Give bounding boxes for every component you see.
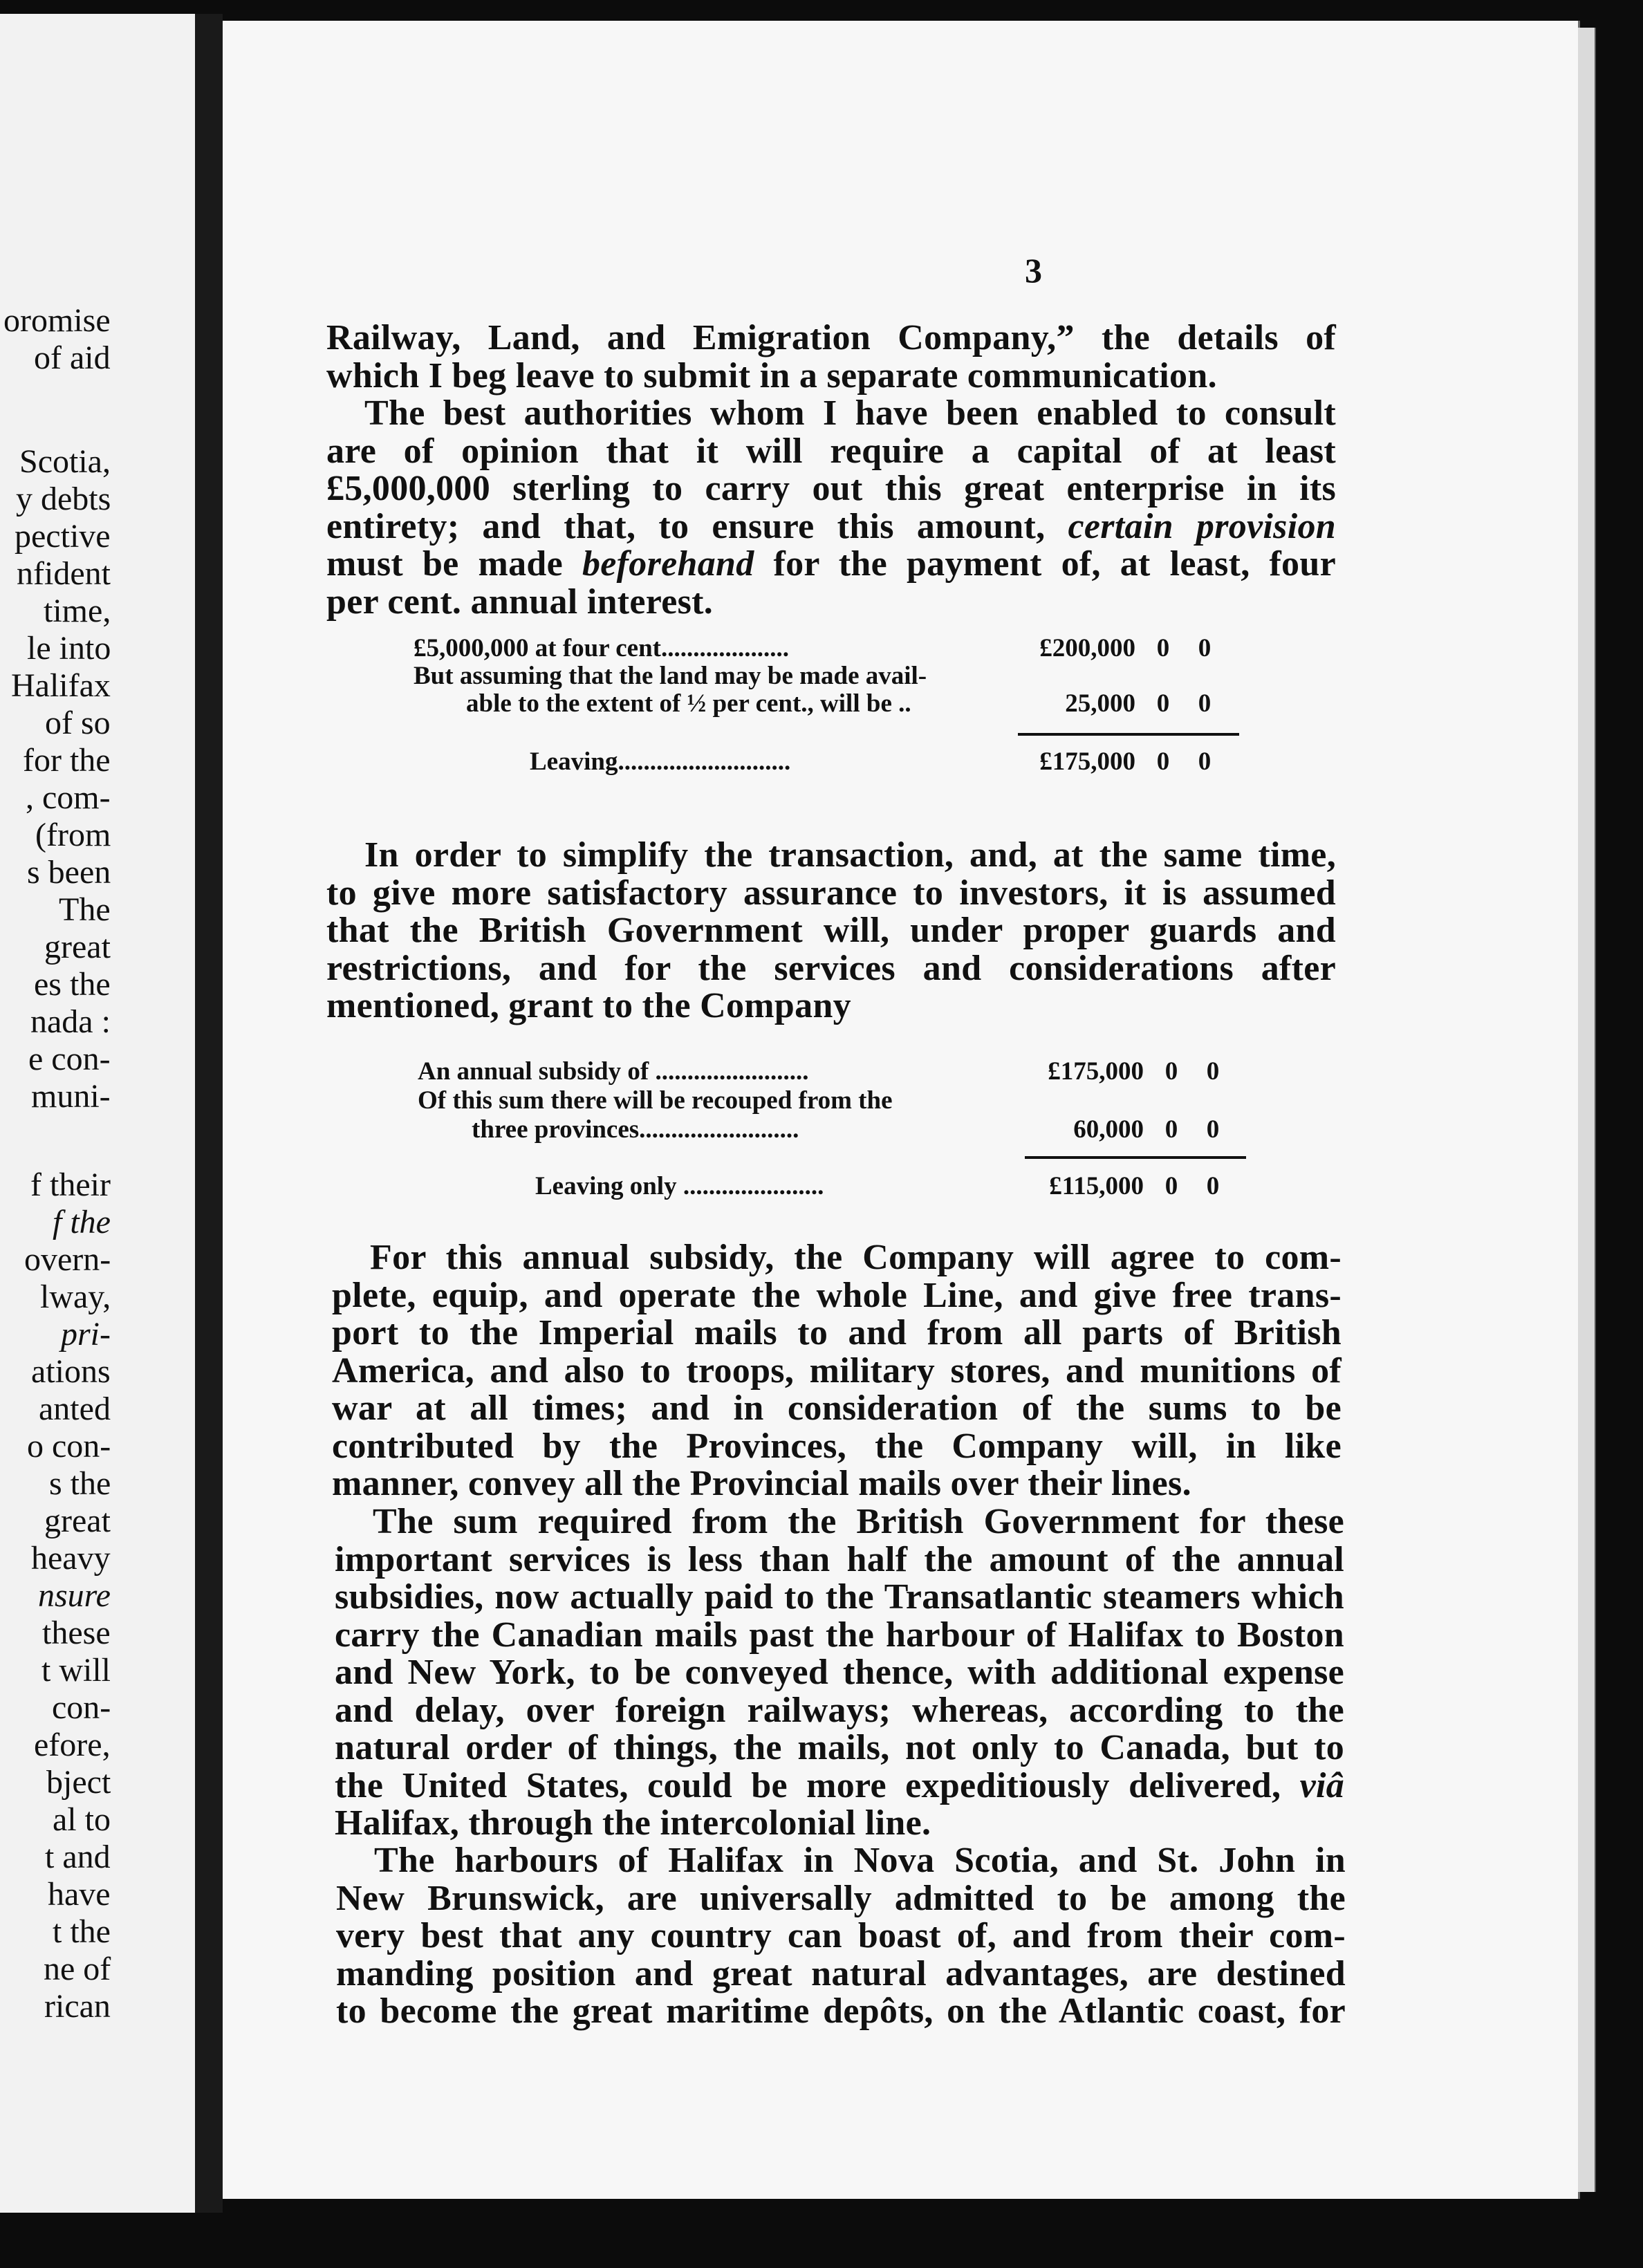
left-page-line-fragment: rican — [44, 1988, 111, 2025]
table-row-amount: £115,000 — [1049, 1172, 1144, 1200]
shillings-value: 0 — [1156, 689, 1170, 718]
pence-value: 0 — [1198, 634, 1212, 662]
book-page — [223, 21, 1580, 2199]
sum-rule — [1018, 733, 1239, 736]
text-line: mentioned, grant to the Company — [326, 986, 851, 1025]
left-page-line-fragment: o con- — [27, 1428, 111, 1465]
text-line: subsidies, now actually paid to the Transatlantic steamers which — [335, 1577, 1344, 1617]
left-page-line-fragment: f their — [30, 1166, 111, 1203]
text-line: In order to simplify the transaction, and, at the same time, — [364, 835, 1336, 875]
table-row-label: But assuming that the land may be made avail- — [414, 662, 927, 690]
shillings-value: 0 — [1164, 1172, 1178, 1200]
text-line: New Brunswick, are universally admitted to be among the — [336, 1878, 1346, 1918]
left-page-line-fragment: oromise — [3, 302, 111, 339]
left-page-line-fragment: ations — [31, 1353, 111, 1390]
text-line: £5,000,000 sterling to carry out this great enterprise in its — [326, 469, 1336, 508]
text-line: America, and also to troops, military stores, and munitions of — [332, 1350, 1342, 1391]
left-page-line-fragment: these — [42, 1615, 111, 1651]
text-line — [326, 508, 1336, 546]
text-line: to become the great maritime depôts, on the Atlantic coast, for — [336, 1991, 1346, 2031]
table-row-amount: £200,000 — [1039, 634, 1135, 662]
left-page-line-fragment: bject — [46, 1764, 111, 1801]
italic-text: certain provision — [1068, 506, 1336, 546]
left-page-line-fragment: f the — [53, 1204, 111, 1240]
left-page-line-fragment: al to — [53, 1801, 111, 1838]
left-page-line-fragment: lway, — [40, 1279, 111, 1315]
text-line: plete, equip, and operate the whole Line, and give free trans- — [332, 1275, 1342, 1315]
left-page-line-fragment: s the — [49, 1465, 111, 1502]
paragraph-capital-requirement — [326, 395, 1336, 621]
left-page-line-fragment: nsure — [38, 1577, 111, 1614]
page-number: 3 — [1025, 251, 1042, 290]
table-row-label: three provinces......................... — [472, 1115, 799, 1144]
text-line: that the British Government will, under proper guards and — [326, 911, 1336, 950]
text-line: manner, convey all the Provincial mails over their lines. — [332, 1464, 1191, 1503]
left-page-line-fragment: e con- — [28, 1041, 111, 1077]
table-row-amount: £175,000 — [1048, 1057, 1144, 1086]
book-gutter — [195, 14, 223, 2213]
text-line: very best that any country can boast of, and from their com- — [336, 1916, 1346, 1955]
previous-page-fragment — [0, 14, 195, 2213]
paragraph-subsidy-proposal — [326, 837, 1336, 1025]
text-line: to give more satisfactory assurance to investors, it is assumed — [326, 873, 1336, 913]
text-line: The best authorities whom I have been enabled to consult — [364, 393, 1336, 433]
table-row-label: £5,000,000 at four cent.................... — [414, 634, 789, 662]
text-fragment: entirety; and that, to ensure this amount, — [326, 506, 1046, 546]
text-line: are of opinion that it will require a capital of at least — [326, 431, 1336, 471]
table-row-label: Leaving only ...................... — [535, 1172, 824, 1200]
text-line: The harbours of Halifax in Nova Scotia, and St. John in — [374, 1841, 1346, 1880]
left-page-line-fragment: pective — [15, 518, 111, 555]
table-row-label: An annual subsidy of ........................ — [418, 1057, 809, 1086]
text-line: For this annual subsidy, the Company will agree to com- — [370, 1238, 1342, 1277]
text-fragment: for the payment of, at least, four — [773, 544, 1336, 584]
pence-value: 0 — [1206, 1172, 1220, 1200]
text-line — [335, 1767, 1344, 1805]
text-line: manding position and great natural advantages, are destined — [336, 1953, 1346, 1993]
table-row-amount: £175,000 — [1039, 747, 1135, 776]
text-line: restrictions, and for the services and considerations after — [326, 948, 1336, 988]
text-line: port to the Imperial mails to and from all parts of British — [332, 1313, 1342, 1353]
left-page-line-fragment: great — [44, 1503, 111, 1539]
table-row-label: able to the extent of ½ per cent., will be .. — [466, 689, 911, 718]
left-page-line-fragment: (from — [35, 817, 111, 853]
left-page-line-fragment: great — [44, 929, 111, 965]
paragraph-harbours — [336, 1842, 1346, 2031]
left-page-line-fragment: nada : — [30, 1003, 111, 1040]
text-line: Halifax, through the intercolonial line. — [335, 1803, 931, 1843]
left-page-line-fragment: The — [59, 891, 111, 928]
left-page-line-fragment: ne of — [44, 1951, 111, 1987]
pence-value: 0 — [1198, 747, 1212, 776]
pence-value: 0 — [1206, 1115, 1220, 1144]
text-line: natural order of things, the mails, not only to Canada, but to — [335, 1728, 1344, 1767]
page-edge — [1578, 28, 1596, 2192]
left-page-line-fragment: muni- — [31, 1078, 111, 1115]
left-page-line-fragment: have — [48, 1876, 111, 1913]
paragraph-continuation — [326, 319, 1336, 395]
text-line: The sum required from the British Government for these — [373, 1502, 1344, 1541]
left-page-line-fragment: anted — [39, 1391, 111, 1427]
shillings-value: 0 — [1164, 1115, 1178, 1144]
text-line: contributed by the Provinces, the Company will, in like — [332, 1426, 1342, 1466]
pence-value: 0 — [1198, 689, 1212, 718]
paragraph-company-obligations — [332, 1239, 1342, 1503]
left-page-line-fragment: t the — [53, 1913, 111, 1950]
text-line: carry the Canadian mails past the harbour of Halifax to Boston — [335, 1615, 1344, 1655]
text-line: Railway, Land, and Emigration Company,” the details of — [326, 318, 1336, 357]
shillings-value: 0 — [1156, 747, 1170, 776]
left-page-line-fragment: , com- — [26, 779, 111, 816]
pence-value: 0 — [1206, 1057, 1220, 1086]
left-page-line-fragment: of so — [45, 705, 111, 741]
text-line: war at all times; and in consideration of the sums to be — [332, 1388, 1342, 1428]
left-page-line-fragment: of aid — [34, 340, 111, 376]
sum-rule — [1025, 1156, 1246, 1159]
left-page-line-fragment: le into — [27, 630, 111, 667]
left-page-line-fragment: con- — [52, 1689, 111, 1726]
text-line: and New York, to be conveyed thence, with additional expense — [335, 1653, 1344, 1692]
text-line: per cent. annual interest. — [326, 582, 714, 622]
left-page-line-fragment: Halifax — [11, 667, 111, 704]
left-page-line-fragment: es the — [34, 966, 111, 1003]
left-page-line-fragment: nfident — [17, 555, 111, 592]
left-page-line-fragment: efore, — [34, 1727, 111, 1763]
left-page-line-fragment: pri- — [61, 1316, 111, 1353]
text-line: important services is less than half the amount of the annual — [335, 1539, 1344, 1579]
text-fragment: must be made — [326, 544, 564, 584]
text-fragment: the United States, could be more expeditiously delivered, — [335, 1765, 1281, 1805]
left-page-line-fragment: for the — [23, 742, 111, 779]
table-row-amount: 60,000 — [1073, 1115, 1144, 1144]
left-page-line-fragment: y debts — [16, 481, 111, 517]
left-page-line-fragment: t will — [41, 1652, 111, 1689]
shillings-value: 0 — [1164, 1057, 1178, 1086]
left-page-line-fragment: overn- — [24, 1241, 111, 1278]
text-line: which I beg leave to submit in a separate communication. — [326, 355, 1217, 396]
table-row-amount: 25,000 — [1065, 689, 1135, 718]
left-page-line-fragment: Scotia, — [19, 443, 111, 480]
left-page-line-fragment: s been — [27, 854, 111, 891]
left-page-line-fragment: time, — [44, 593, 111, 629]
italic-text: viâ — [1299, 1765, 1344, 1805]
text-line: and delay, over foreign railways; whereas, according to the — [335, 1690, 1344, 1730]
table-row-label: Leaving........................... — [530, 747, 791, 776]
italic-text: beforehand — [582, 544, 754, 584]
left-page-line-fragment: heavy — [31, 1540, 111, 1577]
table-row-label: Of this sum there will be recouped from the — [418, 1086, 893, 1115]
left-page-line-fragment: t and — [45, 1839, 111, 1875]
shillings-value: 0 — [1156, 634, 1170, 662]
text-line — [326, 546, 1336, 584]
paragraph-government-cost — [335, 1503, 1344, 1843]
